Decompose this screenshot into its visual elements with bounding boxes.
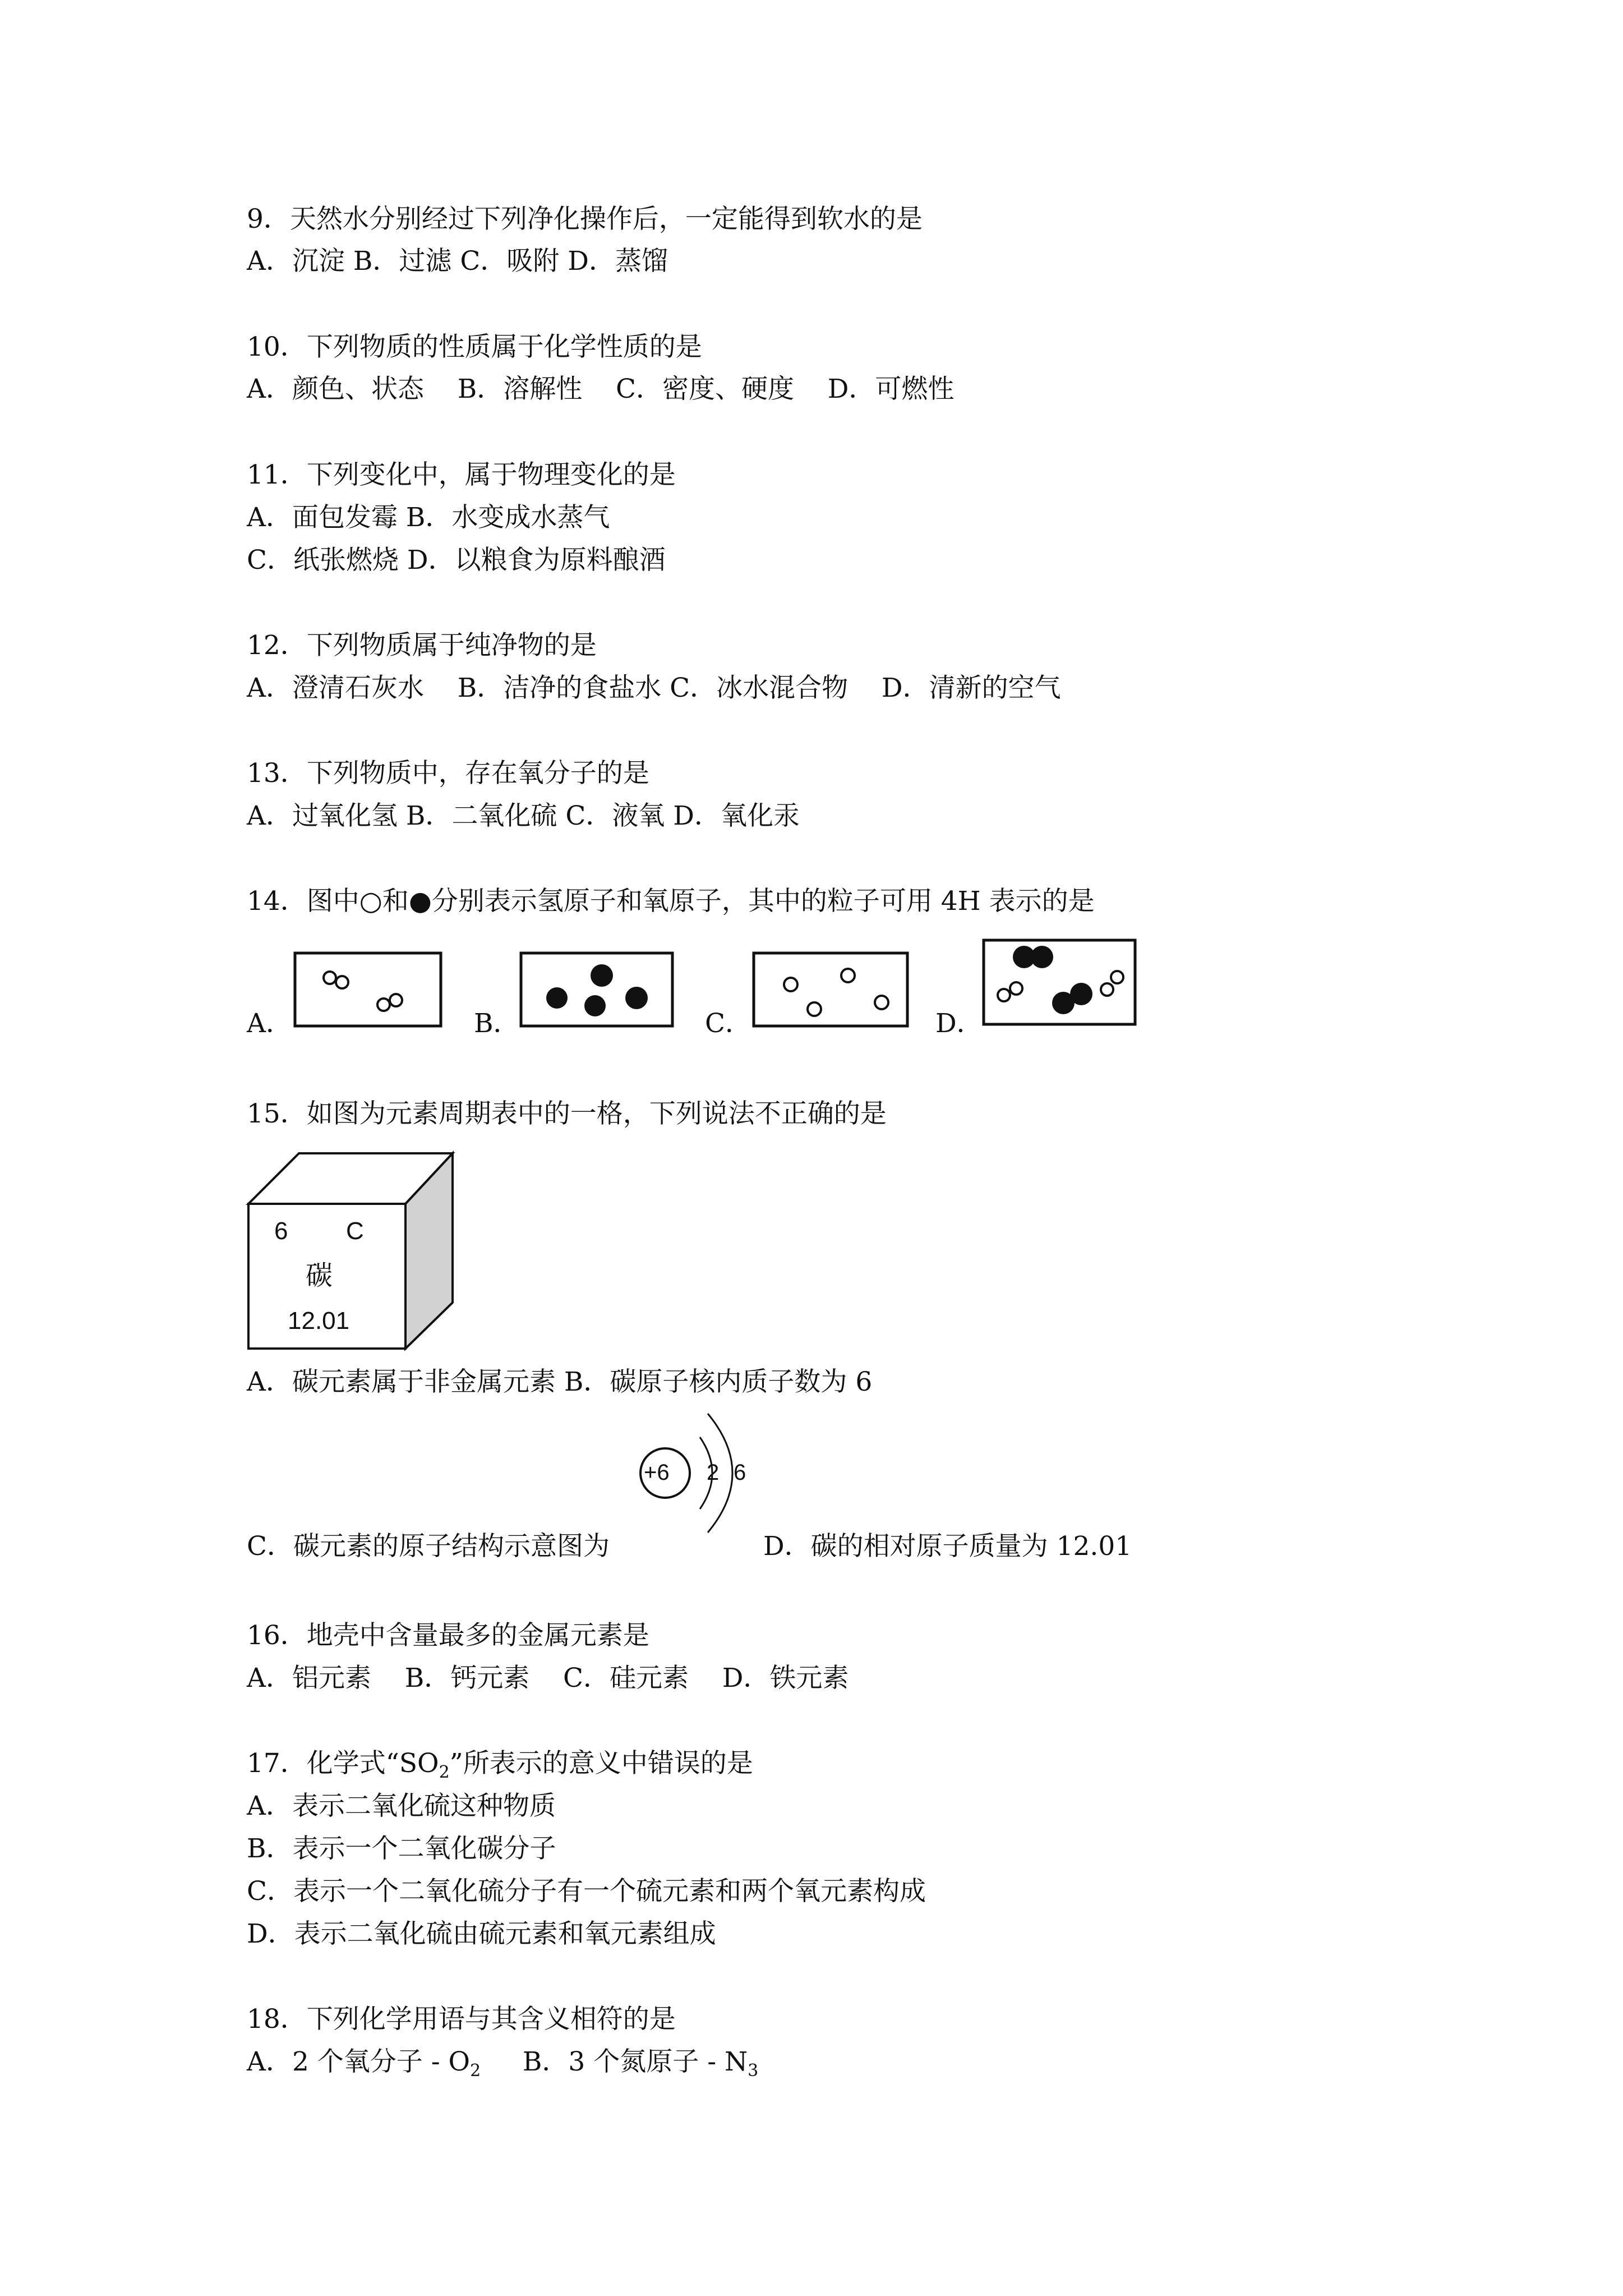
q16-options: A．铝元素 B．钙元素 C．硅元素 D．铁元素 bbox=[247, 1663, 849, 1694]
q18-option-b-sub: 3 bbox=[748, 2061, 759, 2081]
q18-stem: 18．下列化学用语与其含义相符的是 bbox=[247, 2004, 676, 2035]
q15-option-d: D．碳的相对原子质量为 12.01 bbox=[763, 1531, 1132, 1562]
atomic-structure-diagram bbox=[634, 1402, 757, 1554]
q11-options-ab: A．面包发霉 B．水变成水蒸气 bbox=[247, 502, 610, 533]
q10-options: A．颜色、状态 B．溶解性 C．密度、硬度 D．可燃性 bbox=[247, 374, 955, 404]
q10-stem: 10．下列物质的性质属于化学性质的是 bbox=[247, 332, 702, 362]
q17-stem-post: ”所表示的意义中错误的是 bbox=[449, 1748, 753, 1779]
q17-option-a: A．表示二氧化硫这种物质 bbox=[247, 1791, 556, 1821]
periodic-table-cell bbox=[245, 1150, 458, 1352]
q14-label-c: C． bbox=[705, 1008, 751, 1039]
q12-stem: 12．下列物质属于纯净物的是 bbox=[247, 630, 597, 661]
shell-2-electrons: 6 bbox=[734, 1460, 746, 1485]
shell-1-electrons: 2 bbox=[707, 1460, 720, 1485]
q17-stem-sub: 2 bbox=[439, 1763, 450, 1782]
q18-option-a-sub: 2 bbox=[470, 2061, 481, 2081]
q14-figure-b bbox=[519, 951, 675, 1029]
q13-stem: 13．下列物质中，存在氧分子的是 bbox=[247, 758, 649, 789]
atomic-number: 6 bbox=[274, 1217, 288, 1245]
q14-figure-c bbox=[751, 951, 910, 1029]
q18-options bbox=[247, 2045, 758, 2088]
q17-option-b: B．表示一个二氧化碳分子 bbox=[247, 1833, 556, 1864]
q15-options-ab: A．碳元素属于非金属元素 B．碳原子核内质子数为 6 bbox=[247, 1366, 873, 1397]
q14-label-d: D． bbox=[935, 1008, 983, 1039]
q14-figure-a bbox=[293, 951, 443, 1029]
element-symbol: C bbox=[346, 1217, 364, 1245]
q18-option-b: B．3 个氮原子 - N bbox=[481, 2046, 748, 2077]
q13-options: A．过氧化氢 B．二氧化硫 C．液氧 D．氧化汞 bbox=[247, 800, 800, 831]
q16-stem: 16．地壳中含量最多的金属元素是 bbox=[247, 1620, 649, 1651]
element-name: 碳 bbox=[306, 1260, 333, 1291]
q17-option-d: D．表示二氧化硫由硫元素和氧元素组成 bbox=[247, 1918, 716, 1949]
periodic-cell-box bbox=[245, 1150, 458, 1352]
q9-stem: 9．天然水分别经过下列净化操作后，一定能得到软水的是 bbox=[247, 204, 923, 234]
q17-stem bbox=[247, 1747, 753, 1789]
q9-options: A．沉淀 B．过滤 C．吸附 D．蒸馏 bbox=[247, 246, 668, 277]
q17-option-c: C．表示一个二氧化硫分子有一个硫元素和两个氧元素构成 bbox=[247, 1876, 926, 1907]
q14-figure-d bbox=[981, 938, 1137, 1029]
q15-option-c: C．碳元素的原子结构示意图为 bbox=[247, 1531, 610, 1562]
q14-label-a: A． bbox=[247, 1008, 292, 1039]
q14-stem: 14．图中○和●分别表示氢原子和氧原子，其中的粒子可用 4H 表示的是 bbox=[247, 886, 1095, 917]
q11-options-cd: C．纸张燃烧 D．以粮食为原料酿酒 bbox=[247, 545, 666, 576]
q15-stem: 15．如图为元素周期表中的一格，下列说法不正确的是 bbox=[247, 1098, 887, 1129]
q17-stem-pre: 17．化学式“SO bbox=[247, 1748, 439, 1779]
q18-option-a: A．2 个氧分子 - O bbox=[247, 2046, 471, 2077]
q14-label-b: B． bbox=[474, 1008, 520, 1039]
nucleus-charge: +6 bbox=[644, 1460, 670, 1485]
q11-stem: 11．下列变化中，属于物理变化的是 bbox=[247, 459, 676, 490]
q12-options: A．澄清石灰水 B．洁净的食盐水 C．冰水混合物 D．清新的空气 bbox=[247, 673, 1061, 703]
atomic-mass: 12.01 bbox=[288, 1307, 350, 1335]
